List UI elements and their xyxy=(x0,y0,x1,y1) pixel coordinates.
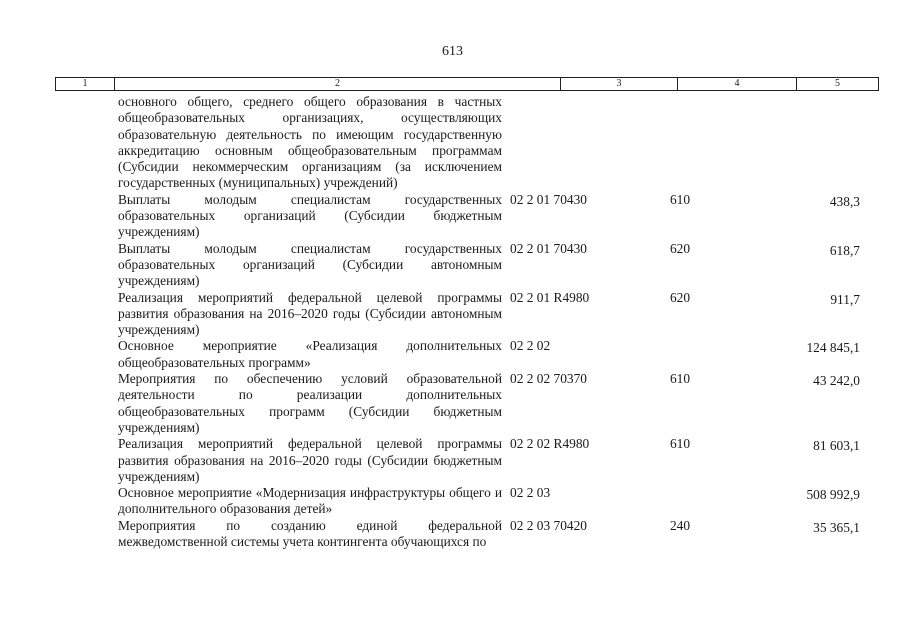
column-header-3: 3 xyxy=(561,78,678,90)
column-header-4: 4 xyxy=(678,78,797,90)
row-code: 02 2 03 70420 xyxy=(510,517,587,533)
row-code: 02 2 01 R4980 xyxy=(510,289,590,305)
budget-table-body xyxy=(0,94,905,550)
table-row xyxy=(0,338,905,371)
row-code: 02 2 03 xyxy=(510,485,551,501)
row-description: Реализация мероприятий федеральной целевой программы развития образования на 2016–2020 годы (Субсидии бюджетным учреждениям) xyxy=(118,436,502,484)
table-row xyxy=(0,94,905,192)
column-header-5: 5 xyxy=(835,78,840,89)
row-code: 02 2 02 R4980 xyxy=(510,436,590,452)
table-row xyxy=(0,485,905,518)
row-expense-type: 610 xyxy=(669,436,691,452)
row-expense-type: 240 xyxy=(669,517,691,533)
page-number: 613 xyxy=(442,44,463,59)
column-header-2: 2 xyxy=(115,78,561,90)
row-expense-type: 610 xyxy=(669,191,691,207)
table-header xyxy=(55,77,879,91)
row-code: 02 2 02 70370 xyxy=(510,371,587,387)
row-expense-type: 610 xyxy=(669,371,691,387)
column-header-1: 1 xyxy=(56,78,115,90)
row-description: Выплаты молодым специалистам государственных образовательных организаций (Субсидии автономным учреждениям) xyxy=(118,240,502,289)
row-expense-type: 620 xyxy=(669,240,691,256)
row-expense-type: 620 xyxy=(669,289,691,305)
row-amount: 124 845,1 xyxy=(806,340,860,356)
row-amount: 911,7 xyxy=(830,291,860,307)
row-amount: 81 603,1 xyxy=(813,438,860,454)
table-row xyxy=(0,192,905,241)
row-code: 02 2 01 70430 xyxy=(510,191,587,207)
row-amount: 35 365,1 xyxy=(813,519,860,535)
row-code: 02 2 01 70430 xyxy=(510,240,587,256)
row-description: Реализация мероприятий федеральной целевой программы развития образования на 2016–2020 годы (Субсидии автономным учреждениям) xyxy=(118,289,502,338)
row-description: Мероприятия по созданию единой федеральной межведомственной системы учета контингента обучающихся по xyxy=(118,517,502,550)
table-row xyxy=(0,290,905,339)
table-row xyxy=(0,241,905,290)
table-row xyxy=(0,518,905,551)
row-amount: 508 992,9 xyxy=(806,487,860,503)
row-code: 02 2 02 xyxy=(510,338,551,354)
row-description: основного общего, среднего общего образования в частных общеобразовательных организациях, осуществляющих образовательную деятельность по имеющим государственную аккредитацию основным общеобразовательным программам (Субсидии некоммерческим организациям (за исключением государственных (муниципальных) учреждений) xyxy=(118,94,502,191)
row-description: Основное мероприятие «Реализация дополнительных общеобразовательных программ» xyxy=(118,338,502,370)
row-amount: 618,7 xyxy=(829,242,860,258)
row-amount: 43 242,0 xyxy=(813,373,860,389)
row-description: Выплаты молодым специалистам государственных образовательных организаций (Субсидии бюджетным учреждениям) xyxy=(118,191,502,240)
table-row xyxy=(0,371,905,436)
row-description: Мероприятия по обеспечению условий образовательной деятельности по реализации дополнительных общеобразовательных программ (Субсидии бюджетным учреждениям) xyxy=(118,371,502,435)
table-row xyxy=(0,436,905,485)
row-amount: 438,3 xyxy=(829,193,860,209)
row-description: Основное мероприятие «Модернизация инфраструктуры общего и дополнительного образования детей» xyxy=(118,485,502,517)
